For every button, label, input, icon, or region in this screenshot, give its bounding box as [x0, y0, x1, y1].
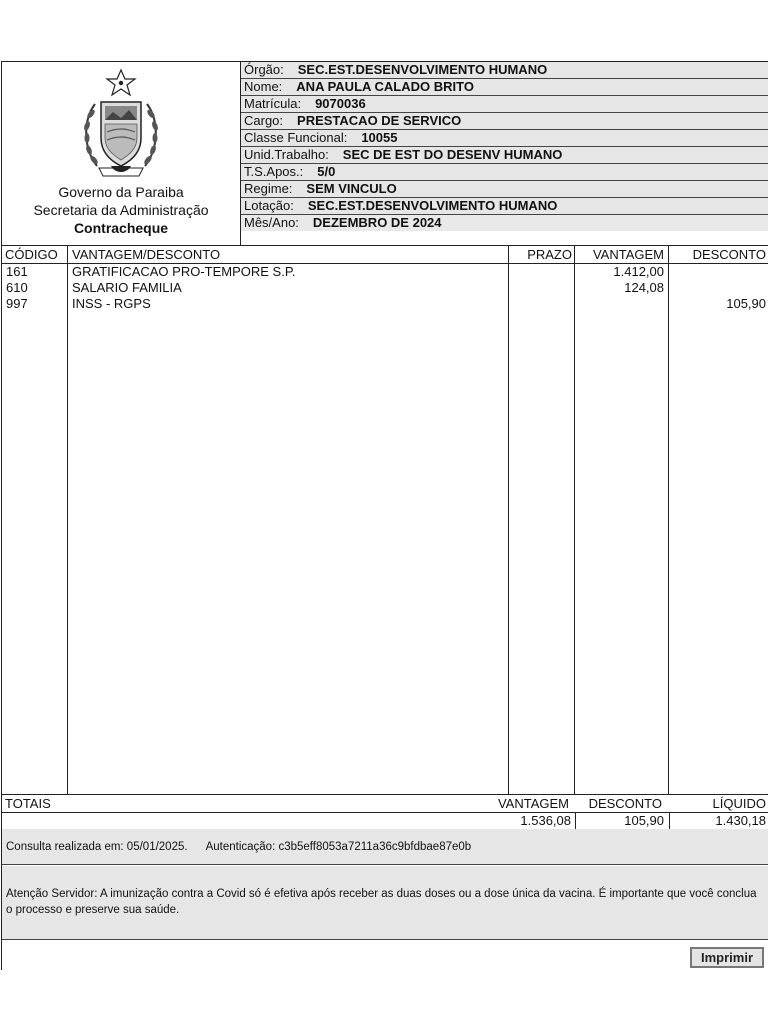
- row-desconto: 105,90: [726, 296, 766, 311]
- info-label: Unid.Trabalho:: [244, 147, 329, 162]
- totals-label: TOTAIS: [5, 796, 51, 811]
- info-lotacao: [241, 198, 768, 215]
- totals-desconto-value: 105,90: [624, 813, 664, 828]
- authentication-code: Autenticação: c3b5eff8053a7211a36c9bfdbae87e0b: [205, 841, 472, 853]
- column-codigo: [2, 246, 68, 794]
- info-label: Lotação:: [244, 198, 294, 213]
- row-descricao: GRATIFICACAO PRO-TEMPORE S.P.: [72, 264, 296, 279]
- info-value: PRESTACAO DE SERVICO: [297, 113, 462, 128]
- info-label: Mês/Ano:: [244, 215, 299, 230]
- totals-vantagem-label: VANTAGEM: [497, 796, 569, 811]
- secretariat-name: Secretaria da Administração: [33, 202, 209, 218]
- covid-notice-text: Atenção Servidor: A imunização contra a Covid só é efetiva após receber as duas doses ou a dose única da vacina. É importante que você conclua o processo e preserve sua saúde.: [6, 888, 757, 916]
- totals-vantagem-value: 1.536,08: [520, 813, 571, 828]
- print-button[interactable]: Imprimir: [690, 947, 764, 968]
- logo-box: [2, 62, 241, 245]
- header-vantagem: VANTAGEM: [592, 247, 664, 262]
- info-value: 10055: [361, 130, 398, 145]
- employee-info: [241, 62, 768, 231]
- column-prazo: [509, 246, 575, 794]
- consultation-info: [2, 829, 768, 865]
- payslip-header: [2, 62, 768, 246]
- info-cargo: [241, 113, 768, 130]
- column-desconto: [669, 246, 768, 794]
- table-header: [2, 246, 768, 264]
- info-label: Matrícula:: [244, 96, 302, 111]
- info-mes-ano: [241, 215, 768, 231]
- row-codigo: 161: [6, 264, 28, 279]
- info-value: SEC DE EST DO DESENV HUMANO: [342, 147, 563, 162]
- totals-liquido-value: 1.430,18: [715, 813, 766, 828]
- government-name: Governo da Paraiba: [58, 184, 184, 200]
- info-value: SEM VINCULO: [306, 181, 397, 196]
- info-label: Nome:: [244, 79, 283, 94]
- info-value: SEC.EST.DESENVOLVIMENTO HUMANO: [307, 198, 558, 213]
- info-classe-funcional: [241, 130, 768, 147]
- info-label: Órgão:: [244, 62, 284, 77]
- info-unid-trabalho: [241, 147, 768, 164]
- column-descricao: [68, 246, 509, 794]
- header-prazo: PRAZO: [527, 247, 572, 262]
- header-codigo: CÓDIGO: [5, 247, 58, 262]
- row-descricao: INSS - RGPS: [72, 296, 151, 311]
- info-orgao: [241, 62, 768, 79]
- table-row: [2, 264, 768, 280]
- row-descricao: SALARIO FAMILIA: [72, 280, 182, 295]
- payslip-sheet: [1, 61, 768, 970]
- column-vantagem: [575, 246, 669, 794]
- earnings-table: [2, 246, 768, 794]
- row-codigo: 610: [6, 280, 28, 295]
- row-vantagem: 1.412,00: [613, 264, 664, 279]
- info-label: Cargo:: [244, 113, 284, 128]
- info-matricula: [241, 96, 768, 113]
- info-value: ANA PAULA CALADO BRITO: [296, 79, 474, 94]
- consultation-date: Consulta realizada em: 05/01/2025.: [6, 841, 188, 853]
- totals-desconto-label: DESCONTO: [588, 796, 662, 811]
- totals-liquido-label: LÍQUIDO: [712, 796, 766, 811]
- header-vantagem-desconto: VANTAGEM/DESCONTO: [72, 247, 221, 262]
- row-vantagem: 124,08: [624, 280, 664, 295]
- info-ts-apos: [241, 164, 768, 181]
- info-label: Classe Funcional:: [244, 130, 348, 145]
- header-desconto: DESCONTO: [692, 247, 766, 262]
- info-value: 5/0: [317, 164, 336, 179]
- row-codigo: 997: [6, 296, 28, 311]
- info-label: Regime:: [244, 181, 293, 196]
- paraiba-coat-of-arms-icon: [77, 68, 165, 180]
- table-row: [2, 280, 768, 296]
- info-value: SEC.EST.DESENVOLVIMENTO HUMANO: [297, 62, 548, 77]
- info-value: 9070036: [315, 96, 366, 111]
- info-value: DEZEMBRO DE 2024: [312, 215, 442, 230]
- info-regime: [241, 181, 768, 198]
- info-nome: [241, 79, 768, 96]
- document-title: Contracheque: [73, 220, 169, 236]
- covid-notice: [2, 866, 768, 940]
- table-row: [2, 296, 768, 312]
- totals-section: [2, 794, 768, 830]
- info-label: T.S.Apos.:: [244, 164, 304, 179]
